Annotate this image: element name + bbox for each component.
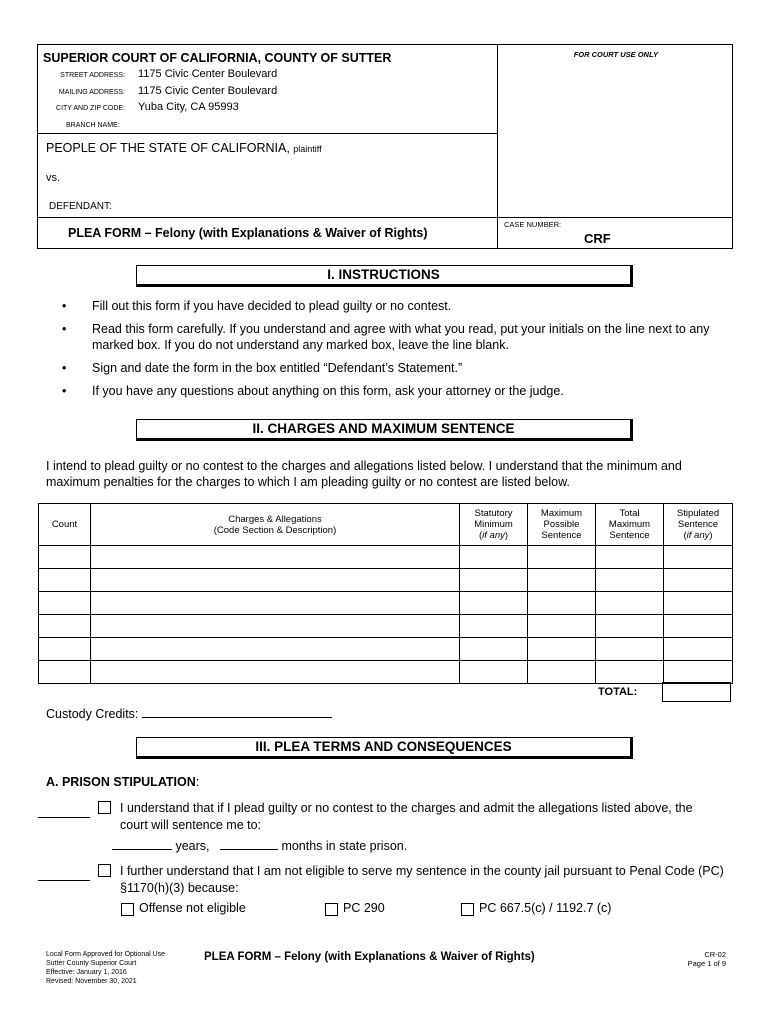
- table-cell[interactable]: [528, 615, 596, 638]
- table-cell[interactable]: [664, 569, 733, 592]
- table-cell[interactable]: [460, 638, 528, 661]
- header-line: if any: [686, 530, 710, 541]
- custody-credits-label: Custody Credits:: [46, 707, 139, 721]
- county-jail-ineligible-text: I further understand that I am not eligible to serve my sentence in the county jail pursuant to Penal Code (PC) §1170(h)(3) because:: [120, 864, 724, 895]
- table-cell[interactable]: [528, 592, 596, 615]
- checkbox-pc-290[interactable]: [325, 903, 338, 916]
- option-label: PC 667.5(c) / 1192.7 (c): [479, 901, 612, 915]
- table-cell[interactable]: [528, 569, 596, 592]
- divider: [498, 217, 732, 218]
- col-charges-line2: (Code Section & Description): [213, 524, 337, 536]
- mailing-address-label: MAILING ADDRESS:: [58, 89, 125, 96]
- table-cell[interactable]: [596, 592, 664, 615]
- footer-line: Revised: November 30, 2021: [46, 978, 137, 985]
- custody-credits-row: [46, 705, 332, 721]
- table-cell[interactable]: [664, 615, 733, 638]
- months-field[interactable]: [220, 838, 278, 850]
- total-label: TOTAL:: [598, 686, 638, 698]
- table-row: [39, 592, 733, 615]
- table-cell[interactable]: [596, 615, 664, 638]
- table-cell[interactable]: [460, 569, 528, 592]
- list-item: • If you have any questions about anything on this form, ask your attorney or the judge.: [62, 384, 564, 398]
- caption-left-panel: [38, 45, 498, 248]
- table-header-row: [39, 504, 733, 546]
- footer-page-info: [688, 950, 726, 968]
- header-line: Total: [619, 508, 640, 519]
- sentence-term-row: [112, 838, 407, 855]
- checkbox[interactable]: [98, 864, 111, 877]
- bullet-text: Fill out this form if you have decided to plead guilty or no contest.: [92, 299, 452, 313]
- table-cell[interactable]: [528, 546, 596, 569]
- checkbox-offense-not-eligible[interactable]: [121, 903, 134, 916]
- footer-title: PLEA FORM – Felony (with Explanations & Waiver of Rights): [204, 951, 535, 963]
- street-address-value[interactable]: 1175 Civic Center Boulevard: [138, 68, 278, 80]
- court-use-label: FOR COURT USE ONLY: [573, 50, 658, 59]
- divider: [38, 133, 498, 134]
- table-cell[interactable]: [39, 592, 91, 615]
- list-item: • Sign and date the form in the box entitled “Defendant’s Statement.”: [62, 361, 463, 375]
- table-row: [39, 661, 733, 684]
- street-address-label: STREET ADDRESS:: [60, 72, 125, 79]
- years-label: years,: [175, 839, 210, 853]
- table-cell[interactable]: [39, 615, 91, 638]
- custody-credits-field[interactable]: [142, 705, 332, 718]
- table-cell[interactable]: [39, 569, 91, 592]
- charges-intro: I intend to plead guilty or no contest to the charges and allegations listed below. I understand that the minimum and maximum penalties for the charges to which I am pleading guilty or no contest are listed below.: [46, 459, 682, 489]
- footer-line: Effective: January 1, 2016: [46, 969, 127, 976]
- footer-line: Local Form Approved for Optional Use: [46, 951, 166, 958]
- header-line: Statutory: [474, 508, 513, 519]
- table-cell[interactable]: [39, 546, 91, 569]
- col-maximum-possible: [528, 504, 596, 546]
- table-cell[interactable]: [528, 638, 596, 661]
- header-line: Maximum: [540, 508, 583, 519]
- table-cell[interactable]: [460, 592, 528, 615]
- bullet-text: If you have any questions about anything on this form, ask your attorney or the judge.: [92, 384, 564, 398]
- table-cell[interactable]: [39, 638, 91, 661]
- col-charges: [91, 504, 460, 546]
- header-line: if any: [482, 530, 505, 541]
- table-cell[interactable]: [91, 546, 460, 569]
- table-row: [39, 638, 733, 661]
- people-text: PEOPLE OF THE STATE OF CALIFORNIA,: [46, 141, 290, 155]
- col-charges-line1: Charges & Allegations: [228, 513, 322, 525]
- total-field[interactable]: [662, 682, 731, 702]
- footer-form-info: [46, 950, 165, 986]
- table-cell[interactable]: [596, 569, 664, 592]
- col-stipulated: Stipulated Sentence (if any): [664, 504, 733, 546]
- caption-box: [37, 44, 733, 249]
- prison-heading-colon: :: [195, 775, 200, 789]
- header-line: Possible: [543, 519, 580, 530]
- table-cell[interactable]: [460, 661, 528, 684]
- table-cell[interactable]: [596, 546, 664, 569]
- months-label: months in state prison.: [281, 839, 408, 853]
- option-label: PC 290: [343, 901, 385, 915]
- list-item: • Read this form carefully. If you understand and agree with what you read, put your initials on the line next to any marked box. If you do not understand any marked box, leave the line blank.: [62, 322, 710, 352]
- col-total-maximum: [596, 504, 664, 546]
- bullet-text: Sign and date the form in the box entitled “Defendant’s Statement.”: [92, 361, 463, 375]
- page-number: Page 1 of 9: [687, 959, 726, 968]
- prison-heading-text: A. PRISON STIPULATION: [46, 775, 196, 789]
- list-item: • Fill out this form if you have decided to plead guilty or no contest.: [62, 299, 452, 313]
- prison-stipulation-text: I understand that if I plead guilty or no contest to the charges and admit the allegations listed above, the court will sentence me to:: [120, 801, 693, 832]
- branch-name-label: BRANCH NAME:: [66, 122, 120, 129]
- years-field[interactable]: [112, 838, 172, 850]
- table-cell[interactable]: [91, 592, 460, 615]
- table-cell[interactable]: [664, 546, 733, 569]
- header-line: Maximum: [608, 519, 651, 530]
- divider: [38, 217, 498, 218]
- table-cell[interactable]: [596, 638, 664, 661]
- initials-line[interactable]: [38, 868, 90, 881]
- checkbox[interactable]: [98, 801, 111, 814]
- table-cell[interactable]: [91, 569, 460, 592]
- table-row: [39, 546, 733, 569]
- header-line: Sentence: [541, 530, 582, 541]
- plaintiff-line: [46, 141, 322, 155]
- checkbox-pc-667[interactable]: [461, 903, 474, 916]
- header-line: Sentence: [609, 530, 650, 541]
- case-number-label: CASE NUMBER:: [504, 220, 562, 229]
- header-line: Minimum: [474, 519, 513, 530]
- table-cell[interactable]: [528, 661, 596, 684]
- charges-table: [38, 503, 733, 684]
- table-cell[interactable]: [664, 638, 733, 661]
- footer-line: Sutter County Superior Court: [46, 960, 137, 967]
- table-cell[interactable]: [91, 661, 460, 684]
- col-count: Count: [39, 504, 91, 546]
- table-cell[interactable]: [91, 638, 460, 661]
- plaintiff-text: plaintiff: [293, 144, 322, 154]
- vs-text: vs.: [46, 172, 61, 184]
- table-row: [39, 615, 733, 638]
- table-cell[interactable]: [664, 661, 733, 684]
- table-cell[interactable]: [460, 615, 528, 638]
- initials-line[interactable]: [38, 805, 90, 818]
- section-charges-title: II. CHARGES AND MAXIMUM SENTENCE: [136, 419, 633, 441]
- table-cell[interactable]: [664, 592, 733, 615]
- header-line: Stipulated: [676, 508, 720, 519]
- option-label: Offense not eligible: [139, 901, 246, 915]
- form-title: PLEA FORM – Felony (with Explanations & Waiver of Rights): [68, 226, 428, 240]
- header-line: Sentence: [677, 519, 719, 530]
- section-plea-terms-title: III. PLEA TERMS AND CONSEQUENCES: [136, 737, 633, 759]
- instructions-list: [62, 298, 722, 406]
- bullet-text: Read this form carefully. If you understand and agree with what you read, put your initials on the line next to any marked box. If you do not understand any marked box, leave the line blank.: [92, 322, 710, 352]
- city-zip-label: CITY AND ZIP CODE:: [56, 105, 125, 112]
- section-instructions-title: I. INSTRUCTIONS: [136, 265, 633, 287]
- defendant-label[interactable]: DEFENDANT:: [49, 201, 112, 212]
- table-cell[interactable]: [460, 546, 528, 569]
- prison-stipulation-heading: [46, 775, 199, 789]
- col-statutory-minimum: Statutory Minimum (if any): [460, 504, 528, 546]
- table-cell[interactable]: [91, 615, 460, 638]
- city-zip-value[interactable]: Yuba City, CA 95993: [138, 101, 239, 113]
- table-cell[interactable]: [39, 661, 91, 684]
- form-number: CR-02: [704, 950, 726, 959]
- court-title: SUPERIOR COURT OF CALIFORNIA, COUNTY OF SUTTER: [43, 51, 392, 65]
- mailing-address-value[interactable]: 1175 Civic Center Boulevard: [138, 85, 278, 97]
- table-row: [39, 569, 733, 592]
- table-cell[interactable]: [596, 661, 664, 684]
- case-number-field[interactable]: CRF: [584, 231, 611, 246]
